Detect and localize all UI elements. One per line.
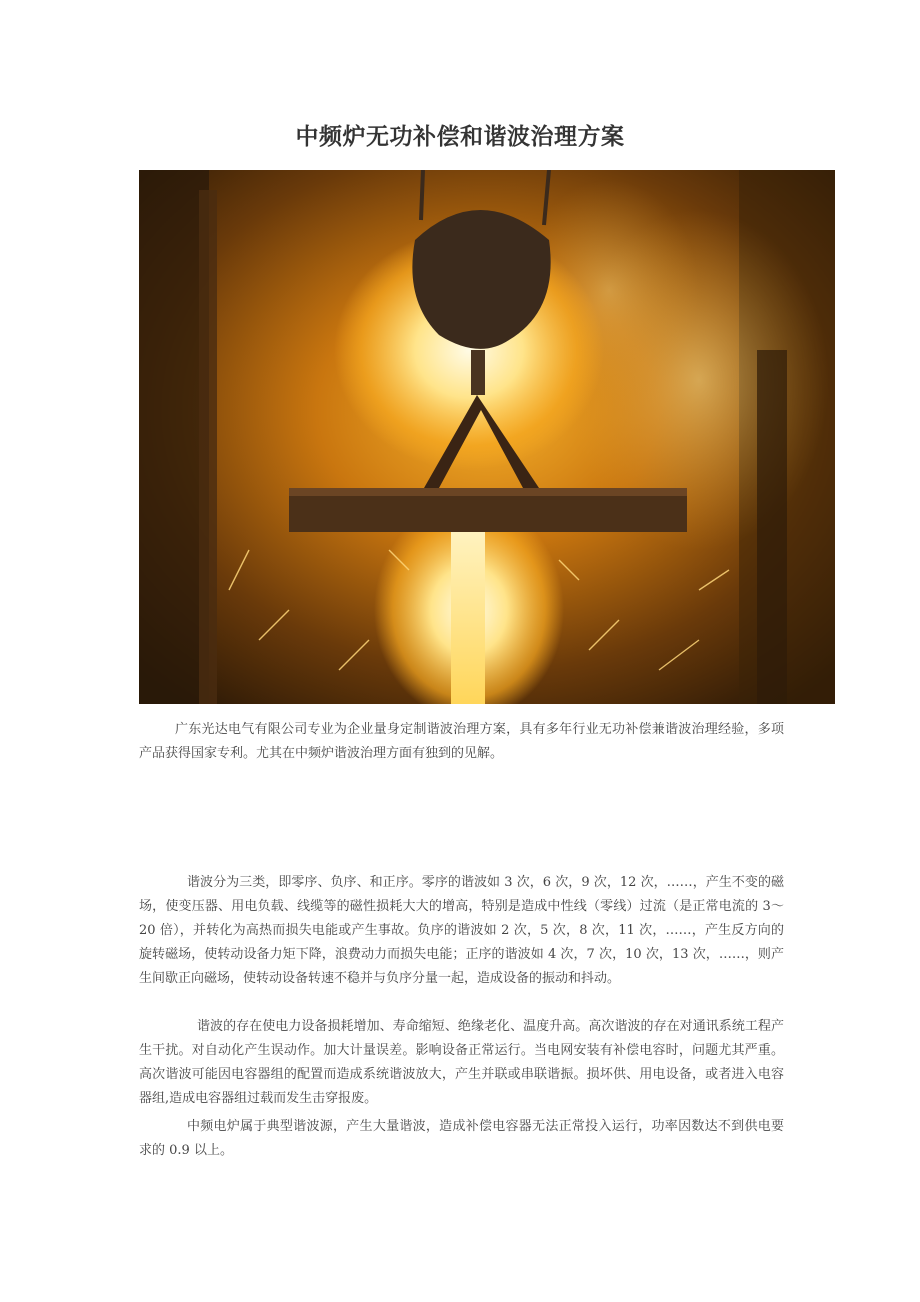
furnace-pouring-photo [139,170,835,704]
harmonic-effects-paragraph: 谐波的存在使电力设备损耗增加、寿命缩短、绝缘老化、温度升高。高次谐波的存在对通讯系统工程产生干扰。对自动化产生误动作。加大计量误差。影响设备正常运行。当电网安装有补偿电容时，问题尤其严重。高次谐波可能因电容器组的配置而造成系统谐波放大，产生并联或串联谐振。损坏供、用电设备，或者进入电容器组,造成电容器组过载而发生击穿报废。 [139,1019,784,1106]
harmonic-types-paragraph: 谐波分为三类，即零序、负序、和正序。零序的谐波如 3 次，6 次，9 次，12 次，……，产生不变的磁场，使变压器、用电负载、线缆等的磁性损耗大大的增高，特别是造成中性线（零线）过流（是正常电流的 3～20 倍），并转化为高热而损失电能或产生事故。负序的谐波如 2 次，5 次，8 次，11 次，……，产生反方向的旋转磁场，使转动设备力矩下降，浪费动力而损失电能；正序的谐波如 4 次，7 次，10 次，13 次，……，则产生间歇正向磁场，使转动设备转速不稳并与负序分量一起，造成设备的振动和抖动。 [139,875,784,986]
page-title: 中频炉无功补偿和谐波治理方案 [295,124,625,150]
furnace-harmonics-paragraph: 中频电炉属于典型谐波源，产生大量谐波，造成补偿电容器无法正常投入运行，功率因数达不到供电要求的 0.9 以上。 [139,1119,784,1158]
intro-paragraph: 广东光达电气有限公司专业为企业量身定制谐波治理方案，具有多年行业无功补偿兼谐波治理经验，多项产品获得国家专利。尤其在中频炉谐波治理方面有独到的见解。 [139,722,784,761]
